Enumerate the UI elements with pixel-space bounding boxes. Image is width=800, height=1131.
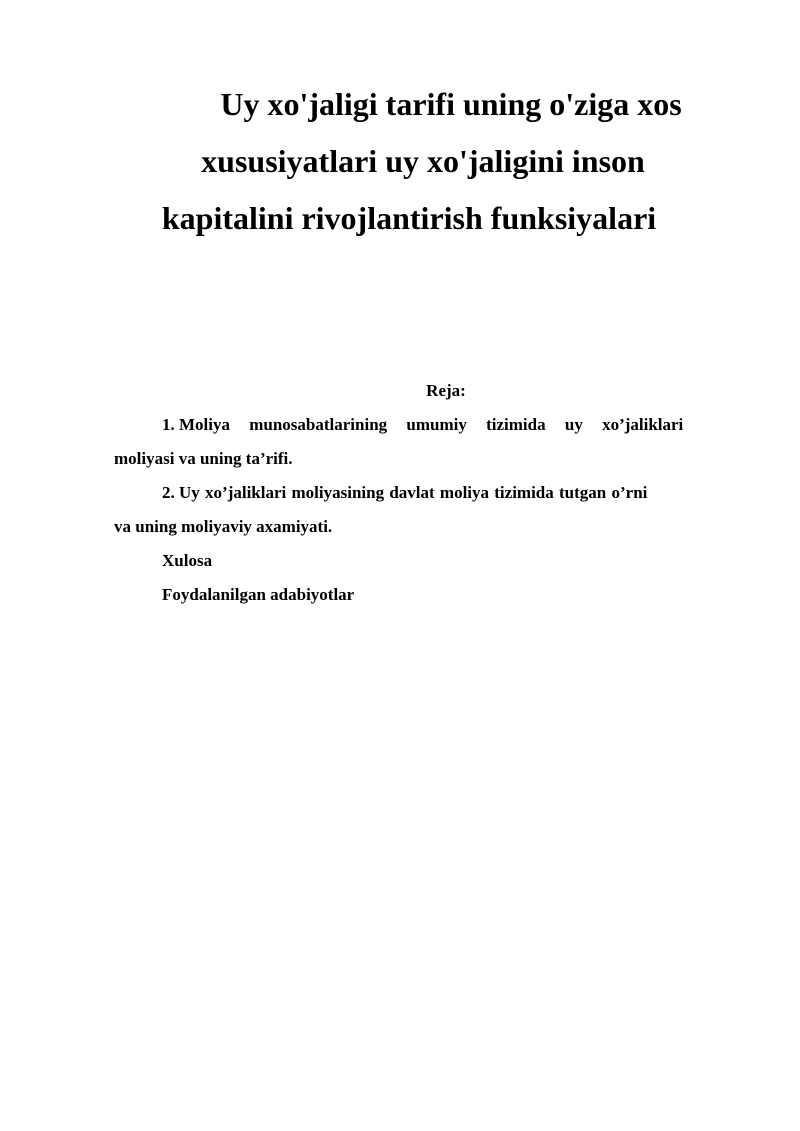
- plan-item: [114, 408, 742, 442]
- plan-item-text: moliyasi va uning ta’rifi.: [114, 449, 293, 468]
- plan-item-number: 1.: [162, 415, 175, 434]
- plan-item: [114, 476, 742, 510]
- title-line: kapitalini rivojlantirish funksiyalari: [161, 200, 657, 236]
- plan-item-text: Moliya munosabatlarining umumiy tizimida uy xo’jaliklari: [179, 415, 684, 434]
- title-line: xususiyatlari uy xo'jaligini inson: [201, 143, 645, 179]
- plan-item-continuation: [114, 510, 742, 544]
- plan-heading: Reja:: [426, 381, 466, 400]
- title-line: Uy xo'jaligi tarifi uning o'ziga xos: [220, 86, 682, 122]
- conclusion-entry: Xulosa: [162, 551, 213, 570]
- references-entry: Foydalanilgan adabiyotlar: [162, 585, 355, 604]
- plan-item-text: va uning moliyaviy axamiyati.: [114, 517, 333, 536]
- plan-item-text: Uy xo’jaliklari moliyasining davlat moliya tizimida tutgan o’rni: [179, 483, 648, 502]
- document-title: [110, 76, 742, 247]
- plan-item-number: 2.: [162, 483, 175, 502]
- plan-item-continuation: [114, 442, 742, 476]
- plan-section: [114, 374, 742, 612]
